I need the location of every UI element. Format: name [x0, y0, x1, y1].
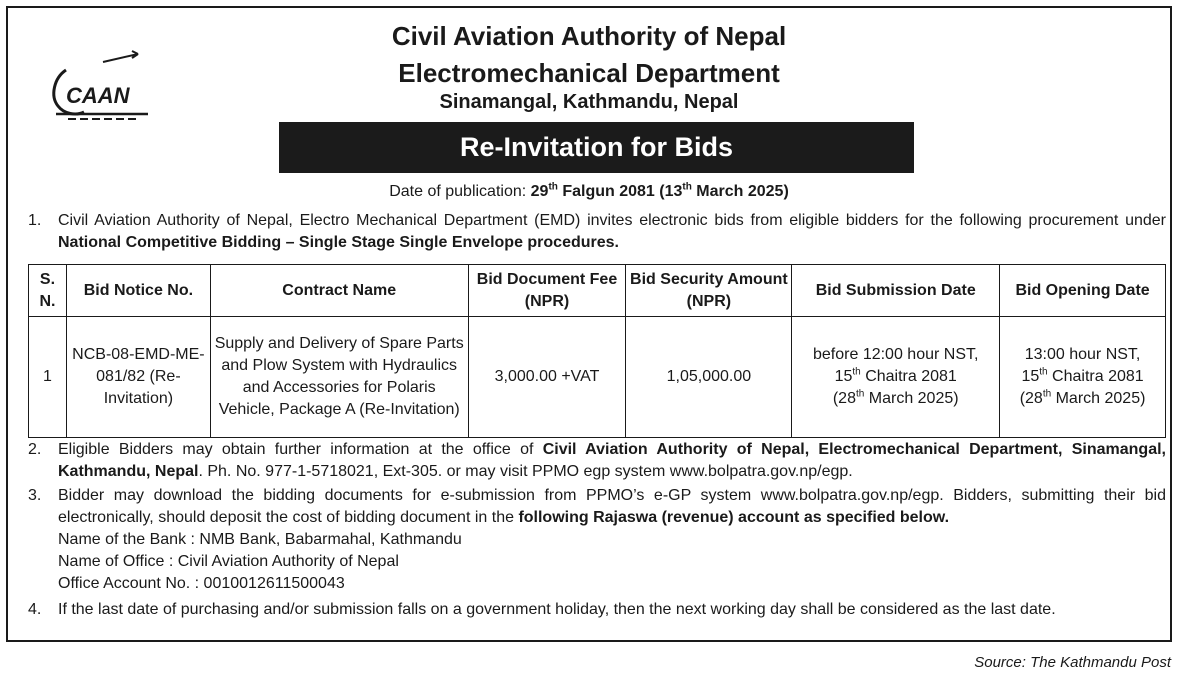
banner-text: Re-Invitation for Bids [459, 132, 733, 162]
bid-table [28, 264, 1166, 438]
paragraph-3: 3. Bidder may download the bidding documents for e-submission from PPMO’s e-GP system www.bolpatra.gov.np/egp. Bidders, submitting their bid electronically, should deposit the cost of bidding document in the following Rajaswa (revenue) account as specified below. Name of the Bank : NMB Bank, Babarmahal, Kathmandu Name of Office : Civil Aviation Authority of Nepal Office Account No. : 0010012611500043 [28, 485, 1166, 595]
office-name: Name of Office : Civil Aviation Authority of Nepal [58, 553, 399, 570]
header-opening: Bid Opening Date [1000, 265, 1166, 317]
header-contract: Contract Name [210, 265, 468, 317]
paragraph-4: 4. If the last date of purchasing and/or submission falls on a government holiday, then the next working day shall be considered as the last date. [28, 599, 1166, 621]
paragraph-number: 2. [28, 441, 42, 458]
cell-notice: NCB-08-EMD-ME-081/82 (Re-Invitation) [66, 317, 210, 438]
bank-name: Name of the Bank : NMB Bank, Babarmahal, Kathmandu [58, 531, 462, 548]
source-credit: Source: The Kathmandu Post [974, 654, 1171, 671]
table-header-row [29, 265, 1166, 317]
header-submission: Bid Submission Date [792, 265, 1000, 317]
notice-frame [6, 6, 1172, 642]
publication-date: Date of publication: 29th Falgun 2081 (13th March 2025) [389, 181, 789, 200]
svg-text:CAAN: CAAN [66, 83, 130, 108]
cell-security: 1,05,000.00 [626, 317, 792, 438]
header-notice: Bid Notice No. [66, 265, 210, 317]
account-number: Office Account No. : 0010012611500043 [58, 575, 345, 592]
department-name: Electromechanical Department [398, 58, 780, 88]
paragraph-number: 4. [28, 601, 42, 618]
header-fee: Bid Document Fee (NPR) [468, 265, 626, 317]
org-name: Civil Aviation Authority of Nepal [391, 21, 787, 51]
paragraph-1: 1. Civil Aviation Authority of Nepal, Electro Mechanical Department (EMD) invites electronic bids from eligible bidders for the following procurement under National Competitive Bidding – Single Stage Single Envelope procedures. [28, 212, 1166, 251]
table-row [29, 317, 1166, 438]
cell-fee: 3,000.00 +VAT [468, 317, 626, 438]
cell-sn: 1 [29, 317, 67, 438]
cell-opening: 13:00 hour NST, 15th Chaitra 2081 (28th March 2025) [1000, 317, 1166, 438]
address: Sinamangal, Kathmandu, Nepal [439, 91, 739, 113]
header-security: Bid Security Amount (NPR) [626, 265, 792, 317]
cell-submission: before 12:00 hour NST, 15th Chaitra 2081 (28th March 2025) [792, 317, 1000, 438]
title-banner [279, 122, 914, 173]
paragraph-number: 3. [28, 487, 42, 504]
paragraph-2: 2. Eligible Bidders may obtain further information at the office of Civil Aviation Authority of Nepal, Electromechanical Department, Sinamangal, Kathmandu, Nepal. Ph. No. 977-1-5718021, Ext-305. or may visit PPMO egp system www.bolpatra.gov.np/egp. [28, 441, 1166, 480]
cell-contract: Supply and Delivery of Spare Parts and Plow System with Hydraulics and Accessories for Polaris Vehicle, Package A (Re-Invitation) [210, 317, 468, 438]
header-sn: S. N. [29, 265, 67, 317]
paragraph-number: 1. [28, 212, 42, 229]
